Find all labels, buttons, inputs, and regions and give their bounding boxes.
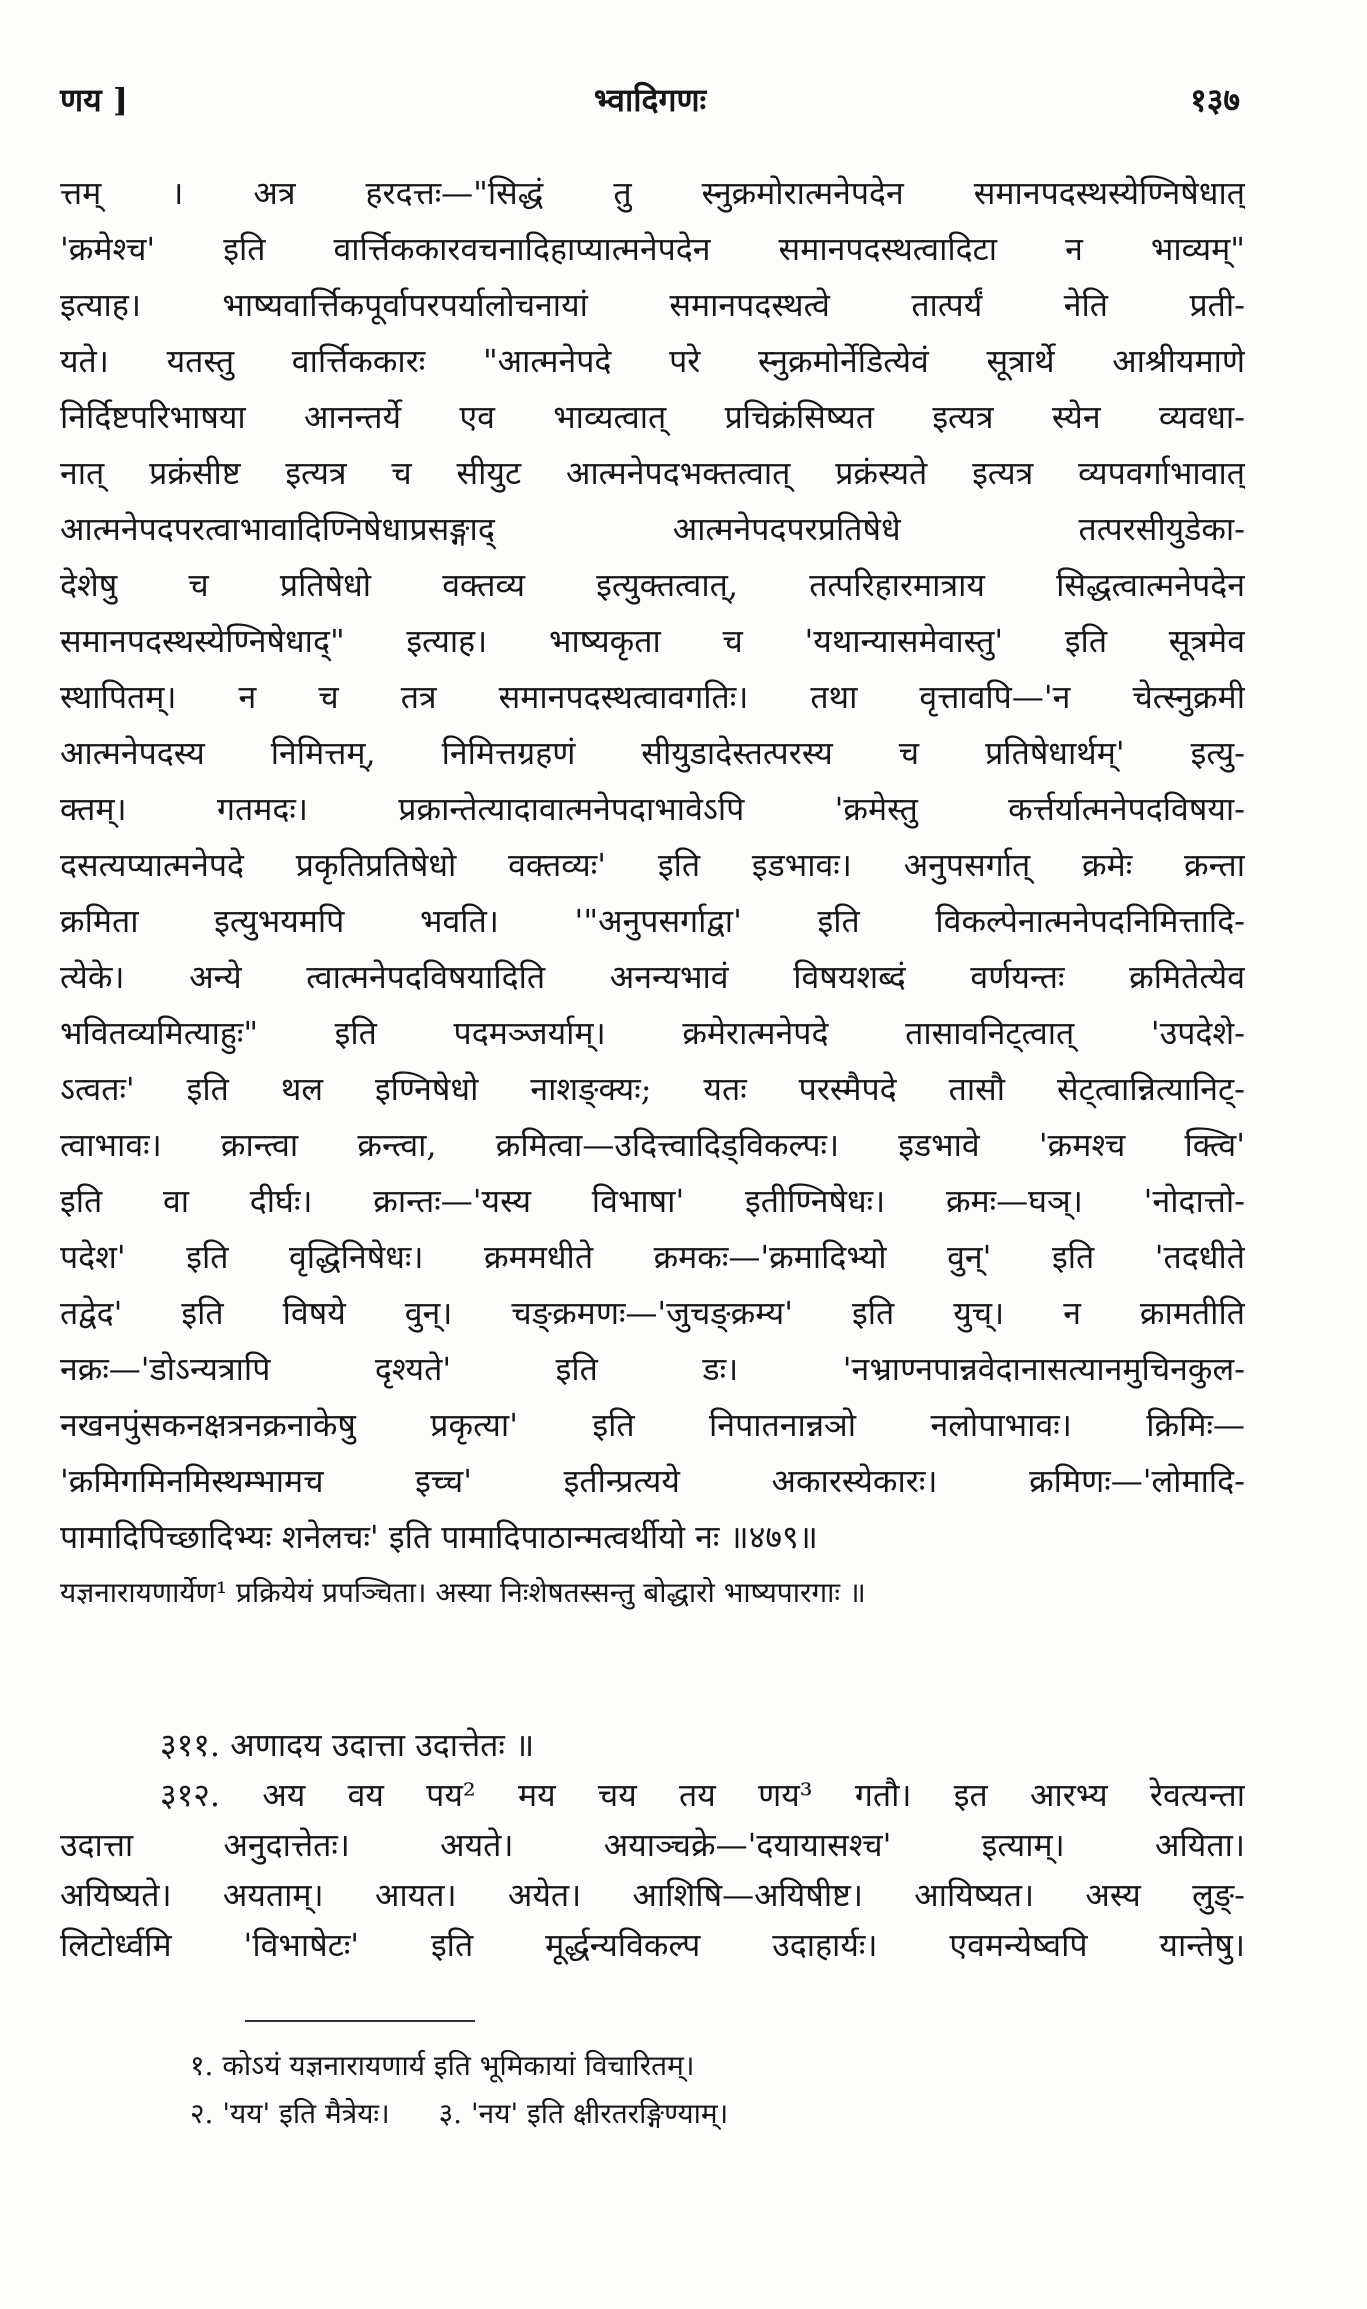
sutra-line: उदात्ता अनुदात्तेतः। अयते। अयाञ्चक्रे—'दयायासश्च' इत्याम्। अयिता। <box>60 1826 1245 1864</box>
running-head-left: णय ] <box>60 81 128 119</box>
text-line: 'क्रमिगमिनमिस्थम्भामच इच्च' इतीन्प्रत्यये अकारस्येकारः। क्रमिणः—'लोमादि- <box>60 1462 1245 1500</box>
text-line: ऽत्वतः' इति थल इण्निषेधो नाशङ्क्यः; यतः परस्मैपदे तासौ सेट्त्वान्नित्यानिट्- <box>60 1070 1245 1108</box>
text-line: समानपदस्थस्येण्निषेधाद्" इत्याह। भाष्यकृता च 'यथान्यासमेवास्तु' इति सूत्रमेव <box>60 622 1245 660</box>
text-line: नात् प्रक्रंसीष्ट इत्यत्र च सीयुट आत्मनेपदभक्तत्वात् प्रक्रंस्यते इत्यत्र व्यपवर्गाभावात् <box>60 454 1245 492</box>
text-line: क्रमिता इत्युभयमपि भवति। '"अनुपसर्गाद्वा' इति विकल्पेनात्मनेपदनिमित्तादि- <box>60 902 1245 940</box>
text-line: नखनपुंसकनक्षत्रनक्रनाकेषु प्रकृत्या' इति निपातनान्नञो नलोपाभावः। क्रिमिः— <box>60 1406 1245 1444</box>
text-line: पामादिपिच्छादिभ्यः शनेलचः' इति पामादिपाठान्मत्वर्थीयो नः ॥४७९॥ <box>60 1518 818 1556</box>
page-number: १३७ <box>1190 81 1240 119</box>
text-line: त्वाभावः। क्रान्त्वा क्रन्त्वा, क्रमित्वा—उदित्त्वादिड्विकल्पः। इडभावे 'क्रमश्च क्त्वि' <box>60 1126 1245 1164</box>
text-line: स्थापितम्। न च तत्र समानपदस्थत्वावगतिः। तथा वृत्तावपि—'न चेत्स्नुक्रमी <box>60 678 1245 716</box>
text-line: इति वा दीर्घः। क्रान्तः—'यस्य विभाषा' इतीण्निषेधः। क्रमः—घञ्। 'नोदात्तो- <box>60 1182 1245 1220</box>
text-line: भवितव्यमित्याहुः" इति पदमञ्जर्याम्। क्रमेरात्मनेपदे तासावनिट्त्वात् 'उपदेशे- <box>60 1014 1245 1052</box>
footnotes <box>190 2042 1090 2138</box>
sutra-line: ३१२. अय वय पय² मय चय तय णय³ गतौ। इत आरभ्य रेवत्यन्ता <box>160 1776 1245 1814</box>
text-line: इत्याह। भाष्यवार्त्तिकपूर्वापरपर्यालोचनायां समानपदस्थत्वे तात्पर्यं नेति प्रती- <box>60 286 1245 324</box>
text-line: तद्वेद' इति विषये वुन्। चङ्क्रमणः—'जुचङ्क्रम्य' इति युच्। न क्रामतीति <box>60 1294 1245 1332</box>
running-head-title: भ्वादिगणः <box>593 81 707 119</box>
footnote-3: ३. 'नय' इति क्षीरतरङ्गिण्याम्। <box>438 2097 729 2130</box>
text-line: आत्मनेपदपरत्वाभावादिण्निषेधाप्रसङ्गाद् आत्मनेपदपरप्रतिषेधे तत्परसीयुडेका- <box>60 510 1245 548</box>
footnote-2: २. 'यय' इति मैत्रेयः। <box>190 2097 390 2130</box>
sutra-line: लिटोर्ध्वमि 'विभाषेटः' इति मूर्द्धन्यविकल्प उदाहार्यः। एवमन्येष्वपि यान्तेषु। <box>60 1926 1245 1964</box>
page-header <box>60 78 1240 126</box>
text-line: त्तम् । अत्र हरदत्तः—"सिद्धं तु स्नुक्रमोरात्मनेपदेन समानपदस्थस्येण्निषेधात् <box>60 174 1245 212</box>
footnote-row <box>190 2090 1090 2138</box>
text-line: यते। यतस्तु वार्त्तिककारः "आत्मनेपदे परे स्नुक्रमोर्नेडित्येवं सूत्रार्थे आश्रीयमाणे <box>60 342 1245 380</box>
text-line: क्तम्। गतमदः। प्रक्रान्तेत्यादावात्मनेपदाभावेऽपि 'क्रमेस्तु कर्त्तर्यात्मनेपदविषया- <box>60 790 1245 828</box>
text-line: 'क्रमेश्च' इति वार्त्तिककारवचनादिहाप्यात्मनेपदेन समानपदस्थत्वादिटा न भाव्यम्" <box>60 230 1245 268</box>
text-line: पदेश' इति वृद्धिनिषेधः। क्रममधीते क्रमकः—'क्रमादिभ्यो वुन्' इति 'तदधीते <box>60 1238 1245 1276</box>
text-line: निर्दिष्टपरिभाषया आनन्तर्ये एव भाव्यत्वात् प्रचिक्रंसिष्यत इत्यत्र स्येन व्यवधा- <box>60 398 1245 436</box>
text-line: दसत्यप्यात्मनेपदे प्रकृतिप्रतिषेधो वक्तव्यः' इति इडभावः। अनुपसर्गात् क्रमेः क्रन्ता <box>60 846 1245 884</box>
text-line: त्येके। अन्ये त्वात्मनेपदविषयादिति अनन्यभावं विषयशब्दं वर्णयन्तः क्रमितेत्येव <box>60 958 1245 996</box>
closing-verse: यज्ञनारायणार्येण¹ प्रक्रियेयं प्रपञ्चिता। अस्या निःशेषतस्सन्तु बोद्धारो भाष्यपारगाः ॥ <box>60 1576 866 1609</box>
text-line: देशेषु च प्रतिषेधो वक्तव्य इत्युक्तत्वात्, तत्परिहारमात्राय सिद्धत्वात्मनेपदेन <box>60 566 1245 604</box>
sutra-section <box>60 1720 1245 1970</box>
text-line: नक्रः—'डोऽन्यत्रापि दृश्यते' इति डः। 'नभ्राण्नपान्नवेदानासत्यानमुचिनकुल- <box>60 1350 1245 1388</box>
commentary-text <box>60 165 1245 1621</box>
sutra-line: अयिष्यते। अयताम्। आयत। अयेत। आशिषि—अयिषीष्ट। आयिष्यत। अस्य लुङ्- <box>60 1876 1245 1914</box>
footnote-1: १. कोऽयं यज्ञनारायणार्य इति भूमिकायां विचारितम्। <box>190 2049 695 2082</box>
text-line: आत्मनेपदस्य निमित्तम्, निमित्तग्रहणं सीयुडादेस्तत्परस्य च प्रतिषेधार्थम्' इत्यु- <box>60 734 1245 772</box>
sutra-heading: ३११. अणादय उदात्ता उदात्तेतः ॥ <box>160 1726 535 1764</box>
footnote-divider <box>245 2020 475 2022</box>
